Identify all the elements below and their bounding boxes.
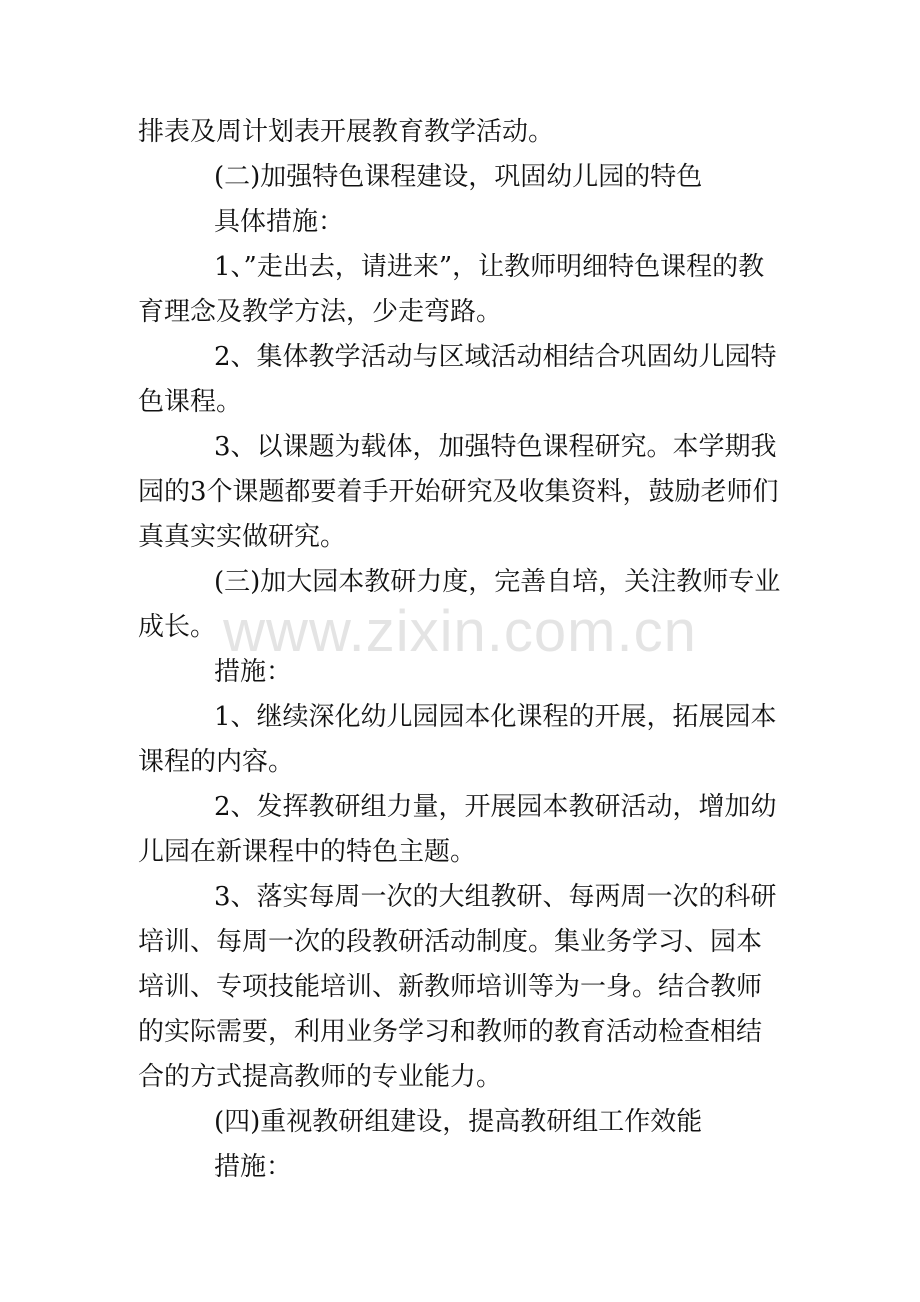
document-body bbox=[138, 110, 786, 1190]
paragraph: 1、继续深化幼儿园园本化课程的开展，拓展园本课程的内容。 bbox=[138, 702, 777, 777]
section-heading-2: (二)加强特色课程建设，巩固幼儿园的特色 bbox=[214, 162, 703, 192]
measures-label: 措施： bbox=[214, 1152, 293, 1182]
measures-label: 具体措施： bbox=[214, 207, 345, 237]
paragraph: 3、以课题为载体，加强特色课程研究。本学期我园的3个课题都要着手开始研究及收集资料，鼓励老师们真真实实做研究。 bbox=[138, 432, 779, 552]
section-heading-4: (四)重视教研组建设，提高教研组工作效能 bbox=[214, 1107, 703, 1137]
paragraph: 排表及周计划表开展教育教学活动。 bbox=[138, 117, 555, 147]
paragraph: 3、落实每周一次的大组教研、每两周一次的科研培训、每周一次的段教研活动制度。集业务学习、园本培训、专项技能培训、新教师培训等为一身。结合教师的实际需要，利用业务学习和教师的教育活动检查相结合的方式提高教师的专业能力。 bbox=[138, 882, 777, 1092]
measures-label: 措施： bbox=[214, 657, 293, 687]
paragraph: 1、”走出去，请进来”，让教师明细特色课程的教育理念及教学方法，少走弯路。 bbox=[138, 252, 765, 327]
watermark: www.zixin.com.cn bbox=[223, 599, 697, 664]
paragraph: 2、发挥教研组力量，开展园本教研活动，增加幼儿园在新课程中的特色主题。 bbox=[138, 792, 777, 867]
section-heading-3: (三)加大园本教研力度，完善自培，关注教师专业成长。 bbox=[138, 567, 781, 642]
paragraph: 2、集体教学活动与区域活动相结合巩固幼儿园特色课程。 bbox=[138, 342, 777, 417]
